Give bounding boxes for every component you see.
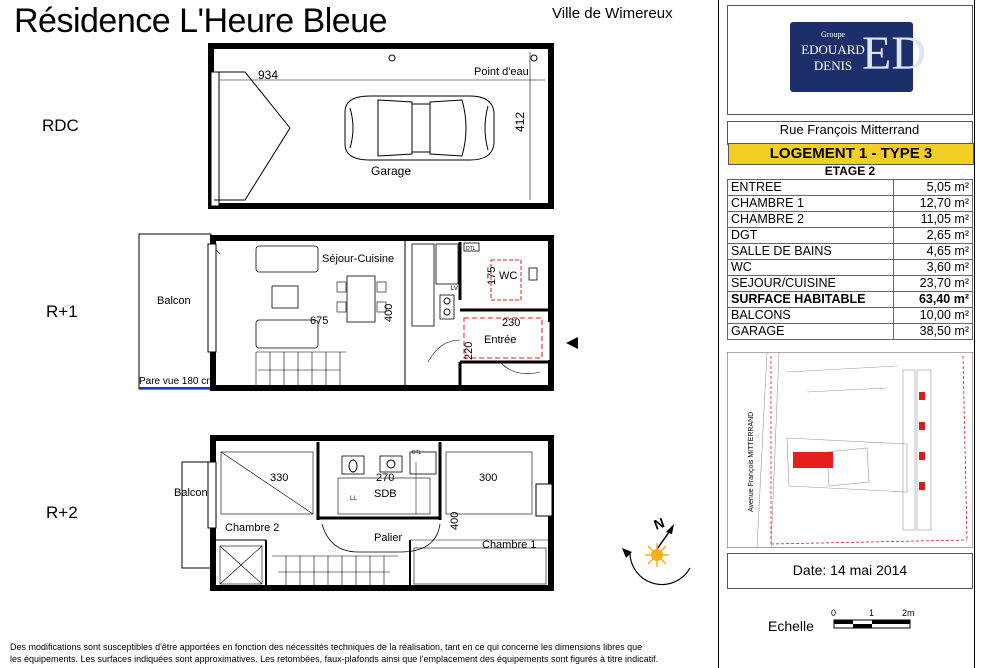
edouard-denis-logo: Groupe EDOUARD DENIS ED bbox=[790, 22, 913, 92]
avenue-label: Avenue François MITTERRAND bbox=[748, 411, 755, 512]
svg-text:1: 1 bbox=[869, 608, 875, 618]
r1-dim-675: 675 bbox=[310, 315, 329, 327]
svg-text:N: N bbox=[651, 514, 667, 533]
floor-r2-plan bbox=[174, 438, 552, 588]
car-icon bbox=[345, 96, 494, 160]
logement-marker bbox=[793, 452, 833, 468]
disclaimer-line-1: Des modifications sont susceptibles d'être apportées en fonction des nécessités techniques de la réalisation, tant en ce qui concerne les dimensions libres que bbox=[10, 642, 643, 652]
table-row: ENTREE 5,05 m² bbox=[728, 180, 973, 196]
table-row: DGT 2,65 m² bbox=[728, 228, 973, 244]
sejour-label: Séjour-Cuisine bbox=[322, 253, 395, 265]
scale-bar bbox=[828, 604, 918, 634]
site-map bbox=[727, 352, 973, 548]
entree-dim-220: 220 bbox=[463, 341, 475, 360]
floor-r1-plan bbox=[139, 234, 578, 389]
entree-label: Entrée bbox=[484, 334, 517, 346]
r2-dim-400: 400 bbox=[449, 511, 461, 530]
r2-dim-300: 300 bbox=[479, 472, 498, 484]
r2-dim-270: 270 bbox=[376, 472, 395, 484]
pare-vue-label: Pare vue 180 cm bbox=[139, 376, 215, 387]
entree-dim-230: 230 bbox=[502, 317, 521, 329]
disclaimer-line-2: les équipements. Les surfaces indiquées sont approximatives. Les retombées, faux-plafonds ainsi que l'emplacement des équipements sont figurés à titre indicatif. bbox=[10, 654, 659, 664]
svg-text:DTL: DTL bbox=[412, 450, 422, 456]
chambre1-label: Chambre 1 bbox=[482, 539, 537, 551]
level-label-rdc: RDC bbox=[42, 116, 79, 135]
table-row: SURFACE HABITABLE 63,40 m² bbox=[728, 292, 973, 308]
page-title: Résidence L'Heure Bleue bbox=[14, 2, 388, 40]
logement-title: LOGEMENT 1 - TYPE 3 bbox=[728, 143, 974, 165]
svg-text:LL: LL bbox=[350, 496, 357, 502]
scale-label: Echelle bbox=[768, 618, 814, 634]
chambre2-label: Chambre 2 bbox=[225, 522, 280, 534]
wc-label: WC bbox=[499, 270, 518, 282]
svg-text:LV: LV bbox=[451, 286, 458, 292]
table-row: CHAMBRE 1 12,70 m² bbox=[728, 196, 973, 212]
r1-balcon-label: Balcon bbox=[157, 295, 191, 307]
etage-label: ETAGE 2 bbox=[824, 164, 876, 178]
svg-text:2m: 2m bbox=[902, 608, 915, 618]
garage-label: Garage bbox=[371, 164, 412, 178]
garage-length-dim: 934 bbox=[258, 68, 279, 82]
table-row: GARAGE 38,50 m² bbox=[728, 324, 973, 340]
entrance-arrow-icon bbox=[566, 337, 578, 349]
compass-icon bbox=[622, 514, 690, 584]
level-label-r2: R+2 bbox=[46, 503, 78, 522]
wc-dim-175: 175 bbox=[486, 266, 498, 285]
sdb-label: SDB bbox=[374, 488, 397, 500]
r2-dim-330: 330 bbox=[270, 472, 289, 484]
garage-width-dim: 412 bbox=[513, 111, 527, 132]
street-label: Rue François Mitterrand bbox=[779, 122, 920, 137]
table-row: SALLE DE BAINS 4,65 m² bbox=[728, 244, 973, 260]
panel-right-border bbox=[974, 0, 975, 668]
table-row: BALCONS 10,00 m² bbox=[728, 308, 973, 324]
table-row: CHAMBRE 2 11,05 m² bbox=[728, 212, 973, 228]
point-eau-label: Point d'eau bbox=[474, 66, 529, 78]
table-row: SEJOUR/CUISINE 23,70 m² bbox=[728, 276, 973, 292]
surface-table bbox=[727, 179, 973, 340]
svg-text:DTL: DTL bbox=[466, 246, 476, 252]
level-label-r1: R+1 bbox=[46, 302, 78, 321]
date-label: Date: 14 mai 2014 bbox=[792, 562, 908, 578]
city-label: Ville de Wimereux bbox=[552, 5, 673, 22]
palier-label: Palier bbox=[374, 532, 403, 544]
r2-balcon-label: Balcon bbox=[174, 487, 208, 499]
table-row: WC 3,60 m² bbox=[728, 260, 973, 276]
garage-plan bbox=[211, 46, 551, 206]
disclaimer bbox=[10, 641, 700, 665]
svg-text:0: 0 bbox=[831, 608, 837, 618]
r1-dim-400: 400 bbox=[383, 303, 395, 322]
